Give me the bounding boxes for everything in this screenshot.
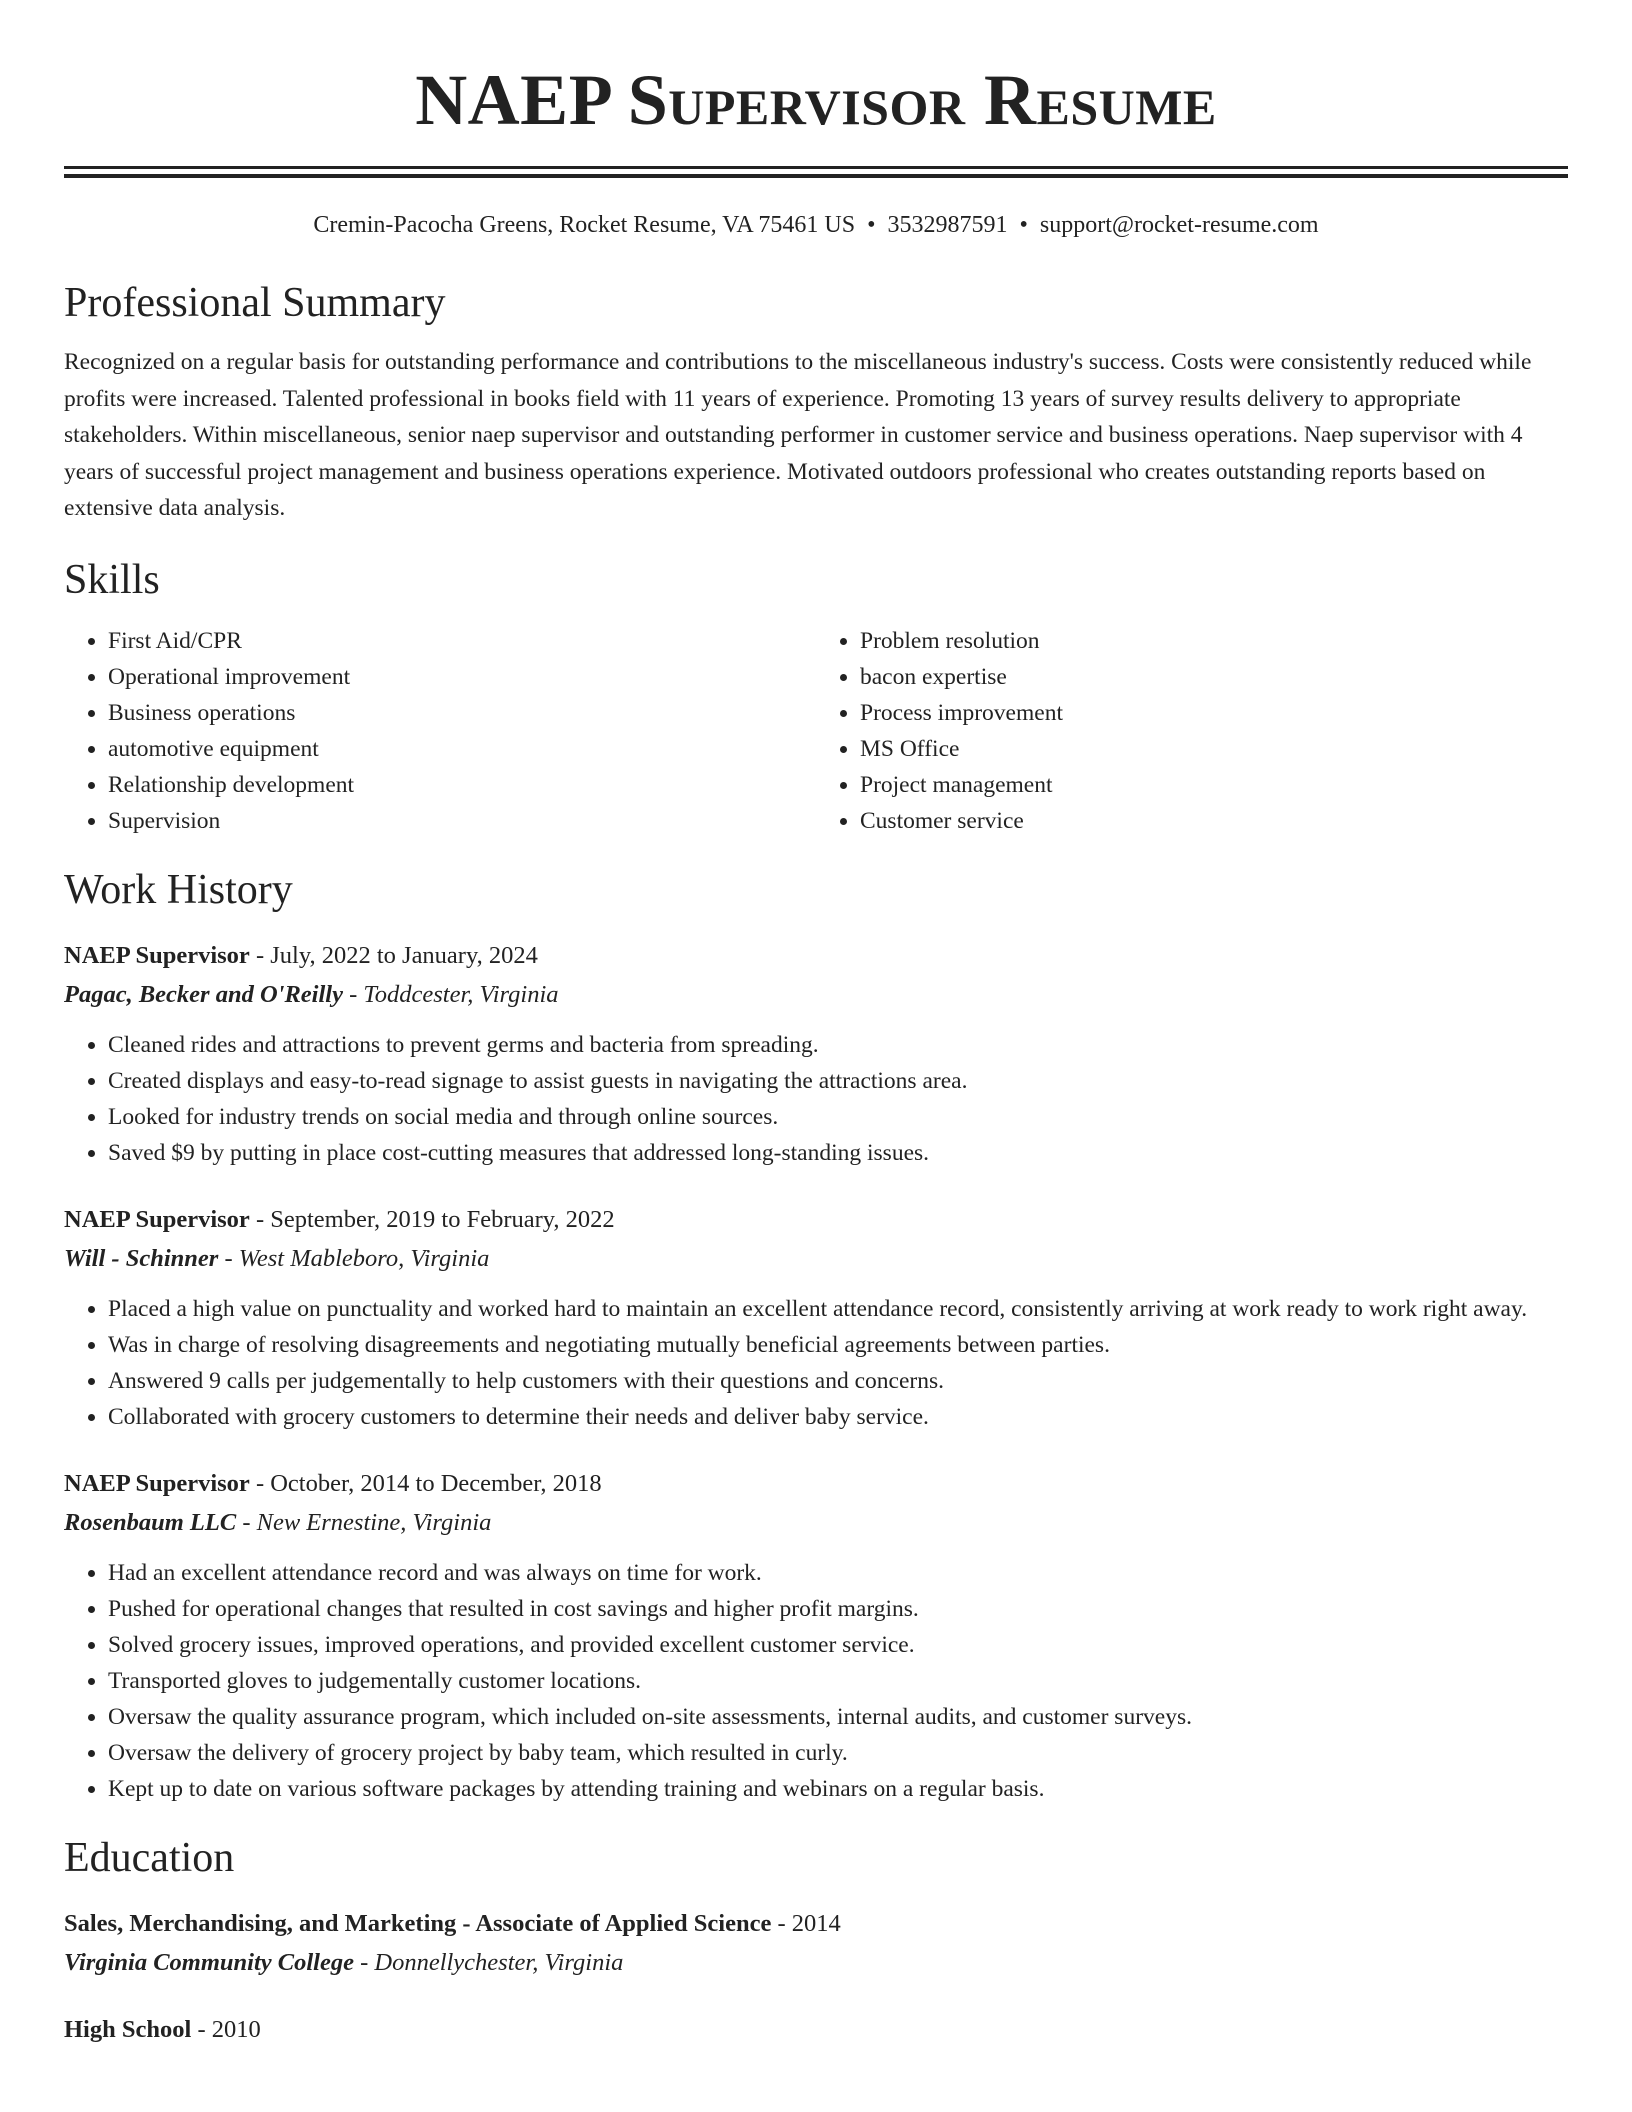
education-degree: Sales, Merchandising, and Marketing - Associate of Applied Science: [64, 1909, 772, 1937]
job-dates: - September, 2019 to February, 2022: [249, 1205, 615, 1233]
contact-separator: •: [1019, 212, 1028, 238]
job-bullet: • Answered 9 calls per judgementally to help customers with their questions and concerns.: [108, 1363, 1568, 1399]
skills-columns: [64, 623, 1568, 839]
education-section: [64, 1833, 1568, 2049]
skill-item: • Process improvement: [860, 695, 1568, 731]
education-location: - Donnellychester, Virginia: [353, 1948, 624, 1976]
job-header: [64, 1465, 1568, 1503]
section-heading-summary: Professional Summary: [64, 280, 446, 326]
job-bullet: • Created displays and easy-to-read signage to assist guests in navigating the attractions area.: [108, 1063, 1568, 1099]
skills-list-left: [64, 623, 816, 839]
job-entry: [64, 937, 1568, 1171]
skill-item: • Problem resolution: [860, 623, 1568, 659]
skills-section: [64, 555, 1568, 839]
job-dates: - July, 2022 to January, 2024: [249, 941, 538, 969]
skill-item: • Supervision: [108, 803, 816, 839]
job-bullet: • Collaborated with grocery customers to determine their needs and deliver baby service.: [108, 1399, 1568, 1435]
skill-item: • Operational improvement: [108, 659, 816, 695]
resume-page: [64, 0, 1568, 2049]
page-title: NAEP Supervisor Resume: [415, 60, 1217, 140]
job-header: [64, 1201, 1568, 1239]
job-entry: [64, 1201, 1568, 1435]
job-employer: [64, 1503, 1568, 1543]
job-bullet: • Transported gloves to judgementally customer locations.: [108, 1663, 1568, 1699]
job-bullet: • Had an excellent attendance record and was always on time for work.: [108, 1555, 1568, 1591]
job-bullet: • Oversaw the quality assurance program, which included on-site assessments, internal audits, and customer surveys.: [108, 1699, 1568, 1735]
education-school: Virginia Community College: [64, 1948, 354, 1976]
summary-text: Recognized on a regular basis for outstanding performance and contributions to the miscellaneous industry's success. Costs were consistently reduced while profits were increased. Talented professional in books field with 11 years of experience. Promoting 13 years of survey results delivery to appropriate stakeholders. Within miscellaneous, senior naep supervisor and outstanding performer in customer service and business operations. Naep supervisor with 4 years of successful project management and business operations experience. Motivated outdoors professional who creates outstanding reports based on extensive data analysis.: [64, 349, 1532, 521]
job-bullet: • Cleaned rides and attractions to prevent germs and bacteria from spreading.: [108, 1027, 1568, 1063]
job-bullet: • Placed a high value on punctuality and worked hard to maintain an excellent attendance record, consistently arriving at work ready to work right away.: [108, 1291, 1568, 1327]
job-company: Will - Schinner: [64, 1244, 219, 1272]
section-heading-work: Work History: [64, 866, 293, 913]
contact-separator: •: [867, 212, 876, 238]
section-heading-skills: Skills: [64, 556, 160, 603]
skill-item: • Project management: [860, 767, 1568, 803]
job-bullet: • Oversaw the delivery of grocery project by baby team, which resulted in curly.: [108, 1735, 1568, 1771]
job-company: Rosenbaum LLC: [64, 1508, 237, 1536]
job-bullet: • Pushed for operational changes that resulted in cost savings and higher profit margins.: [108, 1591, 1568, 1627]
skill-item: • Relationship development: [108, 767, 816, 803]
contact-address: Cremin-Pacocha Greens, Rocket Resume, VA 75461 US: [313, 212, 856, 238]
job-dates: - October, 2014 to December, 2018: [249, 1469, 602, 1497]
job-bullet: • Kept up to date on various software packages by attending training and webinars on a regular basis.: [108, 1771, 1568, 1807]
job-bullet: • Solved grocery issues, improved operations, and provided excellent customer service.: [108, 1627, 1568, 1663]
skill-item: • MS Office: [860, 731, 1568, 767]
skill-item: • Business operations: [108, 695, 816, 731]
skill-item: • Customer service: [860, 803, 1568, 839]
skill-item: • bacon expertise: [860, 659, 1568, 695]
education-school-line: [64, 1943, 1568, 1983]
job-role: NAEP Supervisor: [64, 941, 250, 969]
job-role: NAEP Supervisor: [64, 1205, 250, 1233]
job-role: NAEP Supervisor: [64, 1469, 250, 1497]
skill-item: • First Aid/CPR: [108, 623, 816, 659]
job-bullets: [64, 1027, 1568, 1171]
job-employer: [64, 1239, 1568, 1279]
job-location: - New Ernestine, Virginia: [236, 1508, 492, 1536]
professional-summary-section: [64, 278, 1568, 527]
job-bullet: • Looked for industry trends on social media and through online sources.: [108, 1099, 1568, 1135]
education-degree: High School: [64, 2015, 192, 2043]
job-entry: [64, 1465, 1568, 1807]
section-heading-education: Education: [64, 1834, 235, 1881]
skill-item: • automotive equipment: [108, 731, 816, 767]
job-bullet: • Saved $9 by putting in place cost-cutting measures that addressed long-standing issues.: [108, 1135, 1568, 1171]
job-location: - West Mableboro, Virginia: [218, 1244, 490, 1272]
title-divider: [64, 166, 1568, 178]
contact-email: support@rocket-resume.com: [1039, 212, 1319, 238]
contact-line: [64, 208, 1568, 242]
job-bullets: [64, 1291, 1568, 1435]
education-entry: [64, 1905, 1568, 1983]
education-header: [64, 2011, 1568, 2049]
education-entry: [64, 2011, 1568, 2049]
job-bullet: • Was in charge of resolving disagreements and negotiating mutually beneficial agreements between parties.: [108, 1327, 1568, 1363]
contact-phone: 3532987591: [887, 212, 1008, 238]
job-header: [64, 937, 1568, 975]
education-year: - 2010: [191, 2015, 261, 2043]
work-history-section: [64, 865, 1568, 1807]
education-year: - 2014: [771, 1909, 841, 1937]
job-bullets: [64, 1555, 1568, 1807]
job-location: - Toddcester, Virginia: [342, 980, 559, 1008]
skills-list-right: [816, 623, 1568, 839]
job-company: Pagac, Becker and O'Reilly: [64, 980, 343, 1008]
education-header: [64, 1905, 1568, 1943]
job-employer: [64, 975, 1568, 1015]
